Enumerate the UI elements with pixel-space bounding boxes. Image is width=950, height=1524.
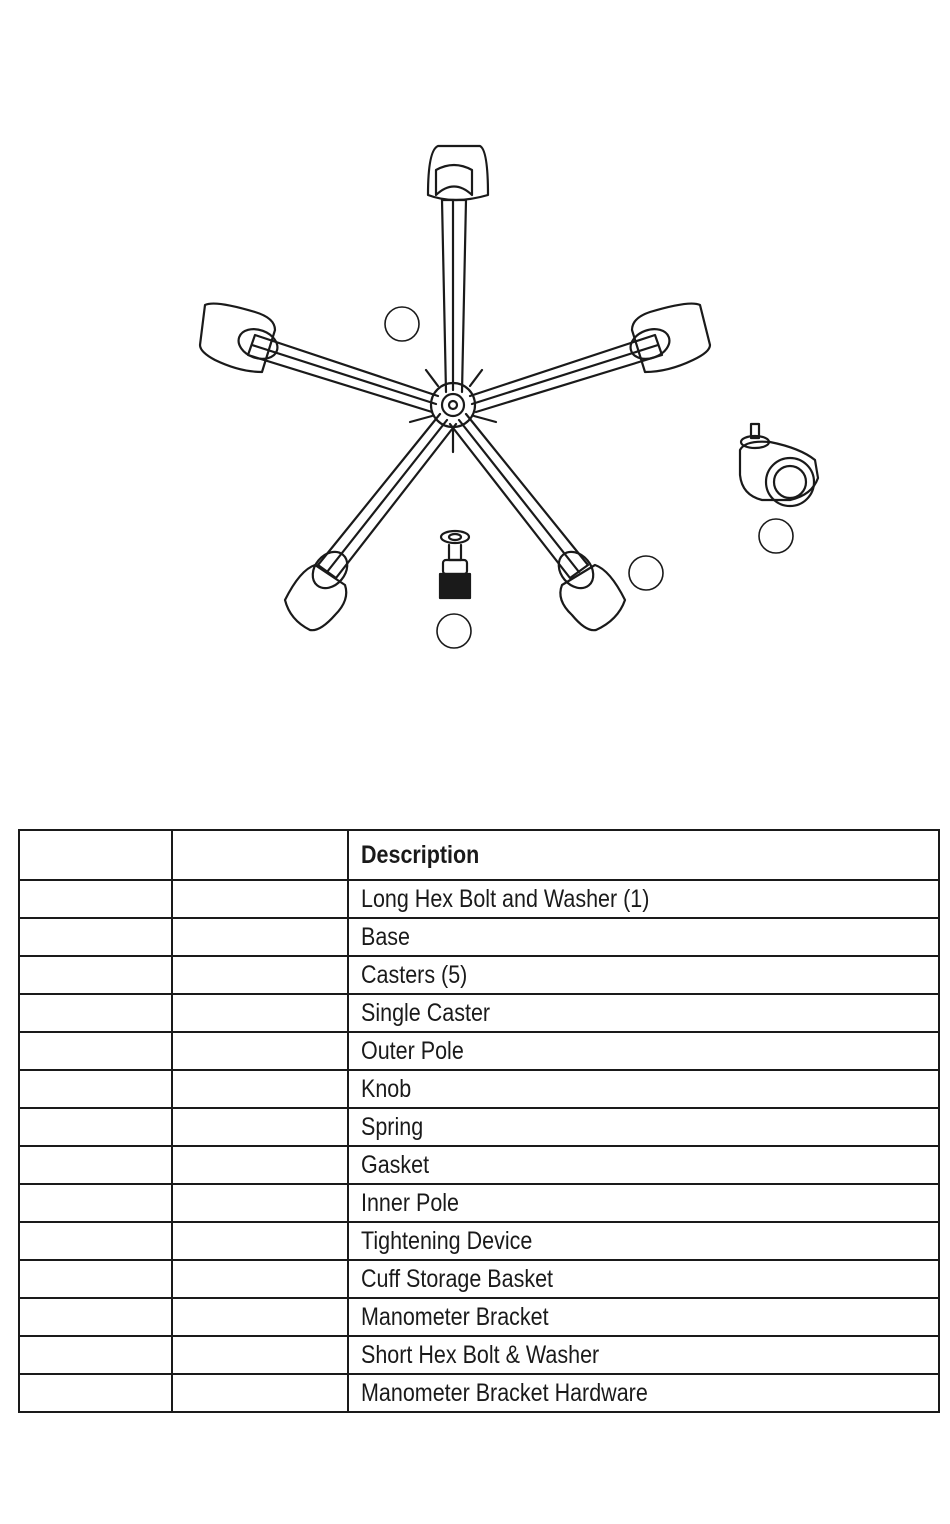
callout-circle <box>759 519 793 553</box>
table-row <box>19 1032 939 1070</box>
part-number-cell <box>19 1260 172 1298</box>
part-description-cell <box>348 956 939 994</box>
part-quantity-cell <box>172 994 348 1032</box>
part-description-cell <box>348 994 939 1032</box>
part-quantity-cell <box>172 956 348 994</box>
base-illustration <box>200 146 710 630</box>
parts-table-body <box>19 880 939 1412</box>
part-description-text: Short Hex Bolt & Washer <box>361 1340 600 1369</box>
hex-bolt-illustration <box>440 531 470 598</box>
part-description-text: Manometer Bracket <box>361 1302 549 1331</box>
part-number-cell <box>19 1336 172 1374</box>
part-description-cell <box>348 1222 939 1260</box>
part-description-text: Manometer Bracket Hardware <box>361 1378 648 1407</box>
base-leg-upper-right <box>470 304 710 412</box>
part-quantity-cell <box>172 1336 348 1374</box>
table-row <box>19 994 939 1032</box>
part-description-text: Long Hex Bolt and Washer (1) <box>361 884 650 913</box>
part-quantity-cell <box>172 1146 348 1184</box>
part-description-text: Spring <box>361 1112 424 1141</box>
table-row <box>19 1222 939 1260</box>
base-hub <box>410 370 496 452</box>
header-cell-2 <box>172 830 348 880</box>
single-caster-illustration <box>740 424 818 506</box>
part-number-cell <box>19 1032 172 1070</box>
part-quantity-cell <box>172 1032 348 1070</box>
callout-circle <box>385 307 419 341</box>
part-quantity-cell <box>172 1374 348 1412</box>
part-number-cell <box>19 994 172 1032</box>
part-description-text: Casters (5) <box>361 960 468 989</box>
table-row <box>19 1108 939 1146</box>
part-quantity-cell <box>172 1222 348 1260</box>
header-cell-1 <box>19 830 172 880</box>
part-description-text: Single Caster <box>361 998 491 1027</box>
part-number-cell <box>19 1070 172 1108</box>
part-quantity-cell <box>172 1108 348 1146</box>
table-header-row <box>19 830 939 880</box>
part-description-cell <box>348 1184 939 1222</box>
part-description-text: Cuff Storage Basket <box>361 1264 554 1293</box>
base-leg-top <box>428 146 488 392</box>
part-description-text: Outer Pole <box>361 1036 464 1065</box>
part-quantity-cell <box>172 1260 348 1298</box>
part-quantity-cell <box>172 1298 348 1336</box>
part-description-cell <box>348 880 939 918</box>
part-number-cell <box>19 1184 172 1222</box>
table-row <box>19 1146 939 1184</box>
part-description-text: Gasket <box>361 1150 430 1179</box>
parts-table <box>18 829 940 1413</box>
part-quantity-cell <box>172 880 348 918</box>
part-description-cell <box>348 1298 939 1336</box>
table-row <box>19 1260 939 1298</box>
header-description: Description <box>348 830 939 880</box>
parts-diagram <box>0 0 950 700</box>
table-row <box>19 880 939 918</box>
table-row <box>19 1298 939 1336</box>
part-number-cell <box>19 880 172 918</box>
table-row <box>19 1336 939 1374</box>
base-leg-lower-left <box>285 414 456 630</box>
part-description-text: Tightening Device <box>361 1226 533 1255</box>
part-description-text: Knob <box>361 1074 412 1103</box>
callout-circle <box>629 556 663 590</box>
part-number-cell <box>19 1222 172 1260</box>
table-row <box>19 1374 939 1412</box>
part-description-cell <box>348 1070 939 1108</box>
table-row <box>19 1184 939 1222</box>
part-quantity-cell <box>172 1184 348 1222</box>
part-number-cell <box>19 1108 172 1146</box>
part-quantity-cell <box>172 1070 348 1108</box>
table-row <box>19 956 939 994</box>
part-description-cell <box>348 1108 939 1146</box>
table-row <box>19 918 939 956</box>
part-description-cell <box>348 1336 939 1374</box>
base-leg-lower-right <box>450 414 625 630</box>
part-description-cell <box>348 1374 939 1412</box>
part-number-cell <box>19 1146 172 1184</box>
part-number-cell <box>19 1374 172 1412</box>
part-quantity-cell <box>172 918 348 956</box>
part-number-cell <box>19 956 172 994</box>
part-description-cell <box>348 1146 939 1184</box>
table-row <box>19 1070 939 1108</box>
part-description-text: Inner Pole <box>361 1188 460 1217</box>
part-description-cell <box>348 918 939 956</box>
part-number-cell <box>19 1298 172 1336</box>
part-description-text: Base <box>361 922 411 951</box>
part-description-cell <box>348 1260 939 1298</box>
part-description-cell <box>348 1032 939 1070</box>
part-number-cell <box>19 918 172 956</box>
callout-circle <box>437 614 471 648</box>
